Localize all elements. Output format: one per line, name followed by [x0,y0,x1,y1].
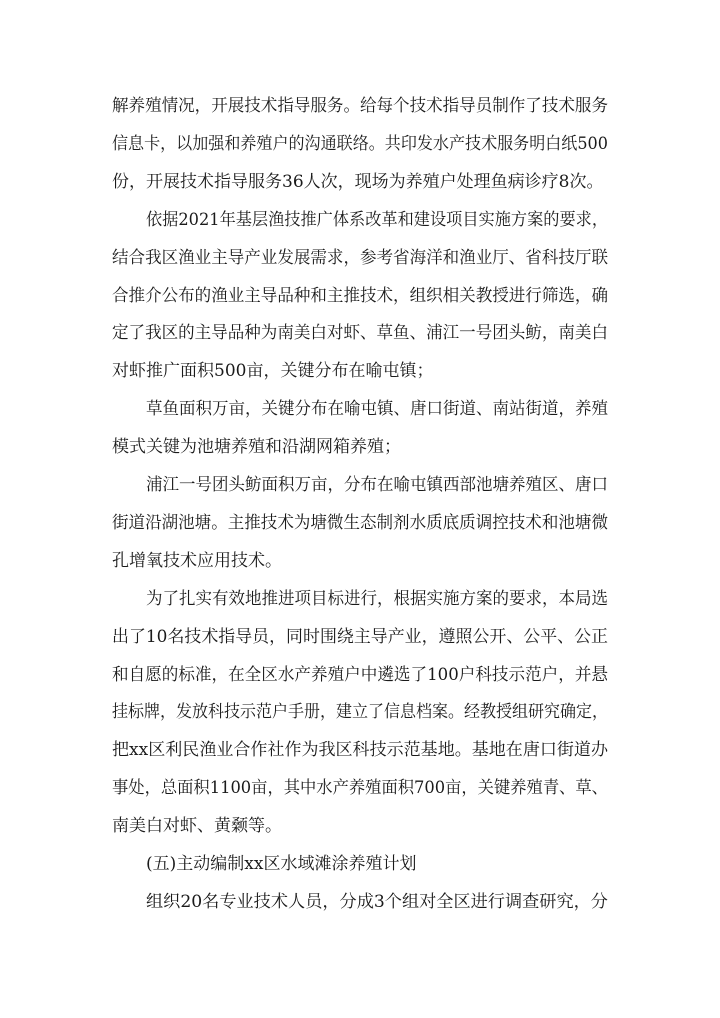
paragraph-first-line: 依据2021年基层渔技推广体系改革和建设项目实施方案的要求， [146,210,609,230]
paragraph-first-line: 浦江一号团头鲂面积万亩，分布在喻屯镇西部池塘养殖区、唐口 [146,475,609,495]
text-line: 街道沿湖池塘。主推技术为塘微生态制剂水质底质调控技术和池塘微 [112,513,608,533]
text-line: 定了我区的主导品种为南美白对虾、草鱼、浦江一号团头鲂，南美白 [112,323,608,343]
paragraph-first-line: 为了扎实有效地推进项目标进行，根据实施方案的要求，本局选 [146,589,609,609]
text-line: 解养殖情况，开展技术指导服务。给每个技术指导员制作了技术服务 [112,96,608,116]
text-line: 模式关键为池塘养殖和沿湖网箱养殖； [112,437,401,457]
text-line: 和自愿的标准，在全区水产养殖户中遴选了100户科技示范户，并悬 [112,665,608,685]
text-line: 孔增氧技术应用技术。 [112,551,282,571]
paragraph-first-line: 草鱼面积万亩，关键分布在喻屯镇、唐口街道、南站街道，养殖 [146,399,609,419]
text-line: 份，开展技术指导服务36人次，现场为养殖户处理鱼病诊疗8次。 [112,172,604,192]
text-line: 对虾推广面积500亩，关键分布在喻屯镇； [112,361,434,381]
text-line: 信息卡，以加强和养殖户的沟通联络。共印发水产技术服务明白纸500 [112,134,608,154]
text-line: 合推介公布的渔业主导品种和主推技术，组织相关教授进行筛选，确 [112,286,608,306]
paragraph-first-line: 组织20名专业技术人员，分成3个组对全区进行调查研究，分 [146,892,608,912]
text-line: 把xx区利民渔业合作社作为我区科技示范基地。基地在唐口街道办 [112,740,608,760]
text-line: 出了10名技术指导员，同时围绕主导产业，遵照公开、公平、公正 [112,627,608,647]
section-heading: (五)主动编制xx区水域滩涂养殖计划 [146,854,417,874]
text-line: 挂标牌，发放科技示范户手册，建立了信息档案。经教授组研究确定， [112,702,609,722]
text-line: 事处，总面积1100亩，其中水产养殖面积700亩，关键养殖青、草、 [112,778,608,798]
text-line: 结合我区渔业主导产业发展需求，参考省海洋和渔业厅、省科技厅联 [112,248,608,268]
text-line: 南美白对虾、黄颡等。 [112,816,282,836]
